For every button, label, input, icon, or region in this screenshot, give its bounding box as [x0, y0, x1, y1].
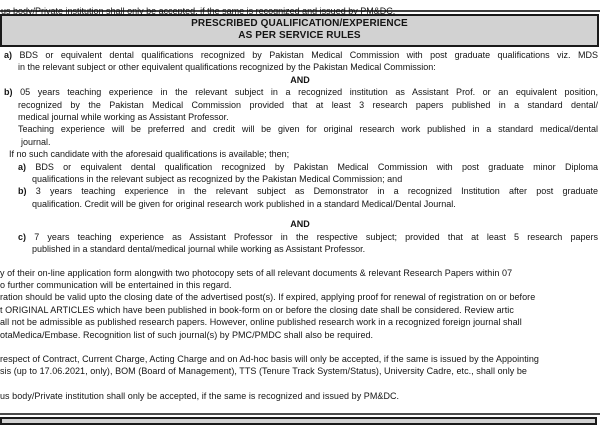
text-line: o further communication will be entertained in this regard.: [0, 279, 232, 290]
header-title-line1: PRESCRIBED QUALIFICATION/EXPERIENCE: [191, 18, 408, 29]
text-line: t ORIGINAL ARTICLES which have been published in book-form on or before the closing date shall be considered. Review artic: [0, 304, 514, 315]
text-line: a) BDS or equivalent dental qualification recognized by Pakistan Medical Commission with post graduate minor Diploma: [18, 161, 598, 172]
text-line: b) 3 years teaching experience in the relevant subject as Demonstrator in a recognized Institution after post graduate: [18, 186, 598, 197]
next-section-header-stub: [0, 417, 597, 425]
text-line: otaMedica/Embase. Recognition list of such journal(s) by PMC/PMDC shall also be required.: [0, 329, 374, 340]
text-line: b) 05 years teaching experience in the relevant subject in a recognized institution as Assistant Prof. or an equivalent position,: [4, 87, 598, 98]
text-line: sis (up to 17.06.2021, only), BOM (Board of Management), TTS (Tenure Track System/Status), University Cadre, etc., shall only be: [0, 366, 527, 377]
text-line: us body/Private institution shall only be accepted, if the same is recognized and issued by PM&DC.: [0, 390, 400, 401]
text-line: c) 7 years teaching experience as Assistant Professor in the respective subject; provided that at least 5 research papers: [18, 231, 598, 242]
header-title-line2: AS PER SERVICE RULES: [238, 30, 361, 41]
list-item-label: b): [4, 87, 13, 98]
list-item-label: a): [4, 50, 13, 60]
notes-paragraph: [0, 267, 600, 341]
section-divider-rule-bottom: [0, 413, 600, 415]
notes-paragraph: [0, 353, 600, 378]
notes-paragraph: [0, 390, 600, 402]
list-item-label: b): [18, 186, 27, 197]
text-line: published in a standard dental/medical journal while working as Assistant Professor.: [32, 244, 366, 255]
text-line: respect of Contract, Current Charge, Acting Charge and on Ad-hoc basis will only be accepted, if the same is issued by the Appointing: [0, 353, 539, 364]
text-line: qualification. Credit will be given for original research work published in a standard Medical/Dental Journal.: [32, 198, 456, 209]
text-line: qualifications in the relevant subject as recognized by the Pakistan Medical Commission; and: [32, 174, 403, 185]
text-line: If no such candidate with the aforesaid qualifications is available; then;: [9, 149, 290, 160]
list-item-label: c): [18, 231, 27, 242]
text-line: a) BDS or equivalent dental qualifications recognized by Pakistan Medical Commission with post graduate qualifications viz. MDS: [4, 50, 598, 60]
list-item-label: a): [18, 161, 27, 172]
text-line: in the relevant subject or other equivalent qualifications recognized by the Pakistan Medical Commission:: [18, 62, 436, 73]
notes-section: [0, 267, 600, 403]
qualification-rules-section: [0, 49, 600, 256]
text-line: journal.: [21, 136, 51, 147]
text-line: medical journal while working as Assistant Professor.: [18, 112, 229, 123]
previous-section-clipped-line: us body/Private institution shall only be accepted, if the same is recognized and issued by PM&DC.: [1, 6, 396, 16]
text-line: all not be admissible as published research papers. However, online published research work in a recognized foreign journal shall: [0, 317, 522, 328]
text-line: ration should be valid upto the closing date of the advertised post(s). If expired, applying proof for renewal of registration on or before: [0, 292, 536, 303]
text-line: y of their on-line application form alongwith two photocopy sets of all relevant documents & relevant Research Papers within 07: [0, 267, 513, 278]
header-box: [0, 14, 599, 47]
text-line: AND: [290, 219, 310, 230]
text-line: Teaching experience will be preferred and credit will be given for original research work published in a standard medical/dental: [18, 124, 598, 135]
text-line: recognized by the Pakistan Medical Commission provided that at least 3 research papers published in a standard dental/: [18, 99, 598, 110]
text-line: AND: [290, 74, 310, 85]
